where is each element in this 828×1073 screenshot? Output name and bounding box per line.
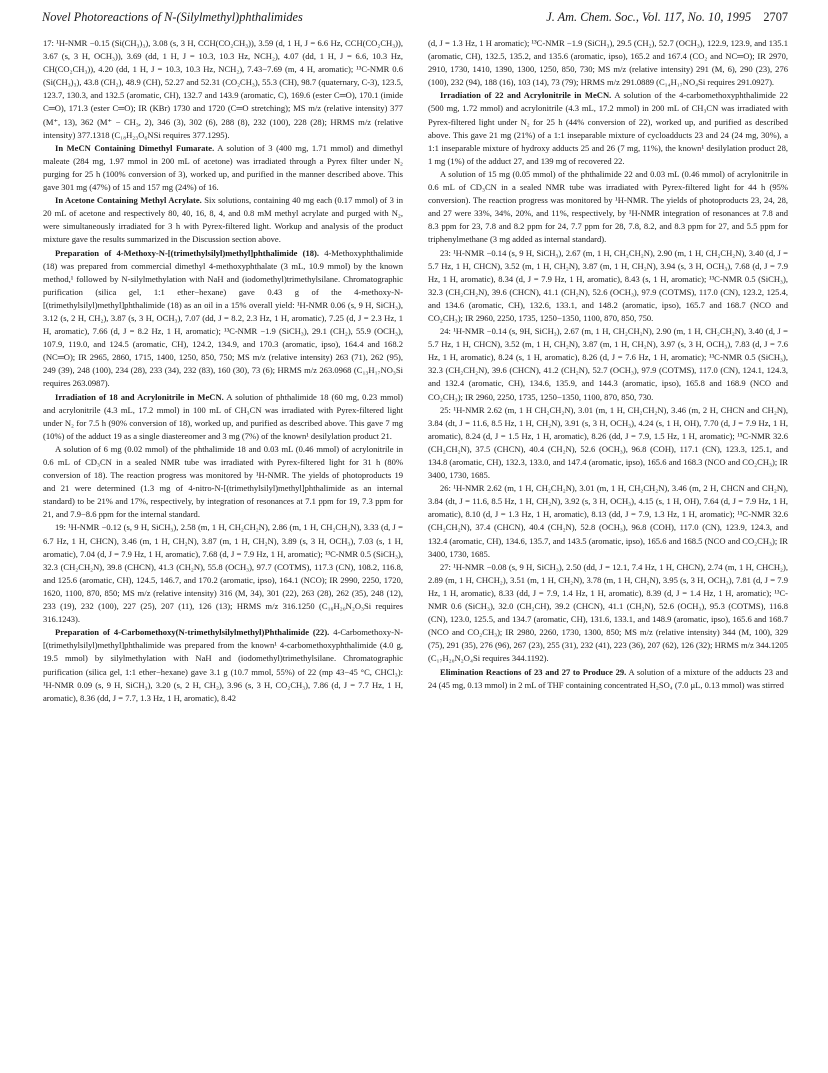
paragraph-heading: Irradiation of 22 and Acrylonitrile in MeCN. [440, 90, 612, 101]
paragraph: 23: ¹H-NMR −0.14 (s, 9 H, SiCH₃), 2.67 (m, 1 H, CH₂CH₂N), 2.90 (m, 1 H, CH₂CH₂N), 3.40 (d, J = 5.7 Hz, 1 H, CHCN), 3.52 (m, 1 H, CH₂N), 3.87 (m, 1 H, CH₂N), 3.94 (s, 3 H, OCH₃), 7.68 (d, J = 7.9 Hz, 1 H, aromatic), 8.34 (d, J = 7.9 Hz, 1 H, aromatic), 8.43 (s, 1 H, aromatic); ¹³C-NMR 0.5 (SiCH₃), 32.3 (CH₂CH₂N), 39.6 (CHCN), 41.1 (CH₂N), 52.6 (OCH₃), 97.9 (COTMS), 117.0 (CN), 123.2, 125.4, and 134.6 (aromatic, CH), 132.6, 133.1, and 148.2 (aromatic, ipso), 165.7 and 168.7 (NCO and CO₂CH₃); IR 2960, 2250, 1735, 1250−1350, 1100, 870, 850, 750. [428, 247, 788, 323]
page-number: 2707 [763, 10, 788, 24]
paragraph-heading: In Acetone Containing Methyl Acrylate. [55, 195, 202, 206]
running-title: Novel Photoreactions of N-(Silylmethyl)phthalimides [42, 10, 303, 24]
paragraph-heading: Preparation of 4-Methoxy-N-[(trimethylsilyl)methyl]phthalimide (18). [55, 247, 319, 258]
left-column [43, 37, 403, 1067]
paragraph: (d, J = 1.3 Hz, 1 H aromatic); ¹³C-NMR −1.9 (SiCH₃), 29.5 (CH₂), 52.7 (OCH₃), 122.9, 123.9, and 135.1 (aromatic, CH), 132.5, 135.2, and 135.6 (aromatic, ipso), 165.2 and 167.4 (CO₂ and NC═O); IR 2970, 2910, 1730, 1410, 1390, 1300, 1250, 850, 730; MS m/z (relative intensity) 291 (M, 6), 290 (23), 276 (100), 232 (94), 188 (16), 103 (14), 73 (79); HRMS m/z 291.0889 (C₁₄H₁₇NO₄Si requires 291.0927). [428, 38, 788, 88]
right-column [428, 37, 788, 1067]
paragraph: 19: ¹H-NMR −0.12 (s, 9 H, SiCH₃), 2.58 (m, 1 H, CH₂CH₂N), 2.86 (m, 1 H, CH₂CH₂N), 3.33 (d, J = 6.7 Hz, 1 H, CHCN), 3.46 (m, 1 H, CH₂N), 3.87 (m, 1 H, CH₂N), 3.89 (s, 3 H, OCH₃), 7.03 (s, 1 H, aromatic), 7.04 (d, J = 7.9 Hz, 1 H, aromatic), 7.68 (d, J = 7.9 Hz, 1 H, aromatic); ¹³C-NMR 0.5 (SiCH₃), 32.3 (CH₂CH₂N), 39.8 (CHCN), 41.3 (CH₂N), 55.8 (OCH₃), 97.7 (COTMS), 117.3 (CN), 108.2, 116.8, and 125.6 (aromatic, CH), 124.5, 146.7, and 170.2 (aromatic, ipso), 164.1 (NCO); IR 2990, 2250, 1720, 1620, 1100, 870, 850; MS m/z (relative intensity) 316 (M, 34), 301 (22), 263 (28), 262 (35), 248 (12), 233 (19), 232 (100), 227 (25), 207 (11), 126 (13); HRMS m/z 316.1250 (C₁₆H₂₀N₂O₃Si requires 316.1243). [43, 522, 403, 625]
paragraph: Preparation of 4-Carbomethoxy(N-trimethylsilylmethyl)Phthalimide (22). 4-Carbomethoxy-N-[(trimethylsilyl)methyl]phthalimide was prepared from the known¹ 4-carbomethoxyphthalimide (4.0 g, 19.5 mmol) by silylmethylation with NaH and (iodomethyl)trimethylsilane. Chromatographic purification (silica gel, 1:1 ether−hexane) gave 3.1 g (10.7 mmol, 55%) of 22 (mp 43−45 °C, CHCl₃): ¹H-NMR 0.09 (s, 9 H, SiCH₃), 3.20 (s, 2 H, CH₂), 3.96 (s, 3 H, CO₂CH₃), 7.86 (d, J = 7.7 Hz, 1 H, aromatic), 8.36 (dd, J = 7.7, 1.3 Hz, 1 H, aromatic), 8.42 [43, 627, 403, 703]
running-header [42, 10, 788, 30]
paragraph: Irradiation of 22 and Acrylonitrile in MeCN. A solution of the 4-carbomethoxyphthalimide 22 (500 mg, 1.72 mmol) and acrylonitrile (4.3 mL, 17.2 mmol) in 200 mL of CH₃CN was irradiated with Pyrex-filtered light under N₂ for 25 h (44% conversion of 22), worked up, and purified as described above. This gave 21 mg (21%) of a 1:1 inseparable mixture of cycloadducts 23 and 24 (24 mg, 30%), a 1:1 inseparable mixture of hydroxy adducts 25 and 26 (7 mg, 11%), the known¹ desilylation product 28, 1 mg (1%) of the adduct 27, and 139 mg of recovered 22. [428, 90, 788, 166]
paragraph: 17: ¹H-NMR −0.15 (Si(CH₃)₃), 3.08 (s, 3 H, CCH(CO₂CH₃)), 3.59 (d, 1 H, J = 6.6 Hz, CCH(CO₂CH₃)), 3.67 (s, 3 H, OCH₃)), 3.69 (dd, 1 H, J = 10.3, 10.3 Hz, NCH₂), 4.07 (dd, 1 H, J = 6.6, 10.3 Hz, CH(CO₂CH₃)), 4.20 (dd, 1 H, J = 10.3, 10.3 Hz, NCH₂), 7.43−7.69 (m, 4 H, aromatic); ¹³C-NMR 0.6 (Si(CH₃)₃), 43.8 (CH₂), 48.9 (CH), 52.27 and 52.31 (CO₂CH₃), 55.3 (CH), 98.7 (quaternary, C-3), 123.5, 123.7, 130.3, and 132.5 (aromatic, CH), 132.7 and 143.9 (aromatic, C), 169.6 (ester C═O), 170.1 (imide C═O), 171.3 (ester C═O); IR (KBr) 1730 and 1720 (C═O stretching); MS m/z (relative intensity) 377 (M⁺, 13), 362 (M⁺ − CH₃, 2), 346 (3), 302 (6), 288 (8), 232 (100), 228 (28); HRMS m/z (relative intensity) 377.1318 (C₁₈H₂₃O₆NSi requires 377.1295). [43, 38, 403, 140]
paragraph-heading: Elimination Reactions of 23 and 27 to Produce 29. [440, 666, 627, 677]
paragraph: 26: ¹H-NMR 2.62 (m, 1 H, CH₂CH₂N), 3.01 (m, 1 H, CH₂CH₂N), 3.46 (m, 2 H, CHCN and CH₂N), 3.84 (dt, J = 11.6, 8.5 Hz, 1 H, CH₂N), 3.92 (s, 3 H, OCH₃), 4.15 (s, 1 H, OH), 7.64 (d, J = 7.9 Hz, 1 H, aromatic), 8.10 (d, J = 1.3 Hz, 1 H, aromatic), 8.13 (dd, J = 7.9, 1.3 Hz, 1 H, aromatic); ¹³C-NMR 32.6 (CH₂CH₂N), 37.4 (CHCN), 40.4 (CH₂N), 52.8 (OCH₃), 96.8 (COH), 117.0 (CN), 123.9, 124.3, and 132.4 (aromatic, CH), 134.6, 135.7, and 143.5 (aromatic, ipso), 165.6 and 168.5 (NCO and CO₂CH₃); IR 3400, 1730, 1685. [428, 483, 788, 559]
paragraph-heading: Irradiation of 18 and Acrylonitrile in MeCN. [55, 391, 224, 402]
paragraph: A solution of 6 mg (0.02 mmol) of the phthalimide 18 and 0.03 mL (0.46 mmol) of acrylonitrile in 0.6 mL of CD₃CN in a sealed NMR tube was irradiated with Pyrex-filtered light for 31 h (80% conversion of 18). The reaction progress was monitored by ¹H-NMR. The yields of photoproducts 19 and 21 were determined (1.3 mg of 4-nitro-N-[(trimethylsilyl)methyl]phthalimide as an internal standard) to be 21% and 17%, respectively, by integration of resonances at 7.1 ppm for 19, 7.3 ppm for 21, and 7.9−8.6 ppm for the internal standard. [43, 443, 403, 520]
paragraph: 25: ¹H-NMR 2.62 (m, 1 H CH₂CH₂N), 3.01 (m, 1 H, CH₂CH₂N), 3.46 (m, 2 H, CHCN and CH₂N), 3.84 (dt, J = 11.6, 8.5 Hz, 1 H, CH₂N), 3.91 (s, 3 H, OCH₃), 4.24 (s, 1 H, OH), 7.70 (d, J = 7.9 Hz, 1 H, aromatic), 8.24 (d, J = 1.5 Hz, 1 H, aromatic), 8.26 (dd, J = 7.9, 1.5 Hz, 1 H, aromatic); ¹³C-NMR 32.6 (CH₂CH₂N), 37.5 (CHCN), 40.4 (CH₂N), 52.6 (OCH₃), 96.8 (COH), 117.1 (CN), 123.3, 125.1, and 134.8 (aromatic, CH), 132.3, 133.0, and 147.4 (aromatic, ipso), 165.6 and 168.3 (NCO and CO₂CH₃); IR 3400, 1730, 1685. [428, 404, 788, 481]
paragraph: In MeCN Containing Dimethyl Fumarate. A solution of 3 (400 mg, 1.71 mmol) and dimethyl maleate (284 mg, 1.97 mmol in 200 mL of acetone) was irradiated through a Pyrex filter under N₂ purging for 25 h (100% conversion of 3), worked up, and purified in the manner described above. This gave 301 mg (47%) of 15 and 157 mg (24%) of 16. [43, 142, 403, 193]
paragraph: 27: ¹H-NMR −0.08 (s, 9 H, SiCH₃), 2.50 (dd, J = 12.1, 7.4 Hz, 1 H, CHCN), 2.74 (m, 1 H, CHCH₂), 2.89 (m, 1 H, CHCH₂), 3.51 (m, 1 H, CH₂N), 3.78 (m, 1 H, CH₂N), 3.95 (s, 3 H, OCH₃), 7.81 (d, J = 7.9 Hz, 1 H, aromatic), 8.33 (dd, J = 7.9, 1.4 Hz, 1 H, aromatic), 8.39 (d, J = 1.4 Hz, 1 H, aromatic); ¹³C-NMR 0.6 (SiCH₃), 32.0 (CH₂CH), 39.2 (CHCN), 41.1 (CH₂N), 52.6 (OCH₃), 95.3 (COTMS), 116.8 (CN), 123.0, 125.5, and 134.7 (aromatic, CH), 131.6, 133.1, and 148.9 (aromatic, ipso), 165.6 and 168.7 (NCO and CO₂CH₃); IR 2980, 2260, 1730, 1300, 850; MS m/z (relative intensity) 344 (M, 100), 329 (75), 291 (35), 276 (96), 267 (23), 255 (31), 232 (41), 223 (36), 207 (62), 126 (32); HRMS m/z 344.1205 (C₁₇H₂₀N₂O₄Si requires 344.1192). [428, 561, 788, 664]
paragraph: Preparation of 4-Methoxy-N-[(trimethylsilyl)methyl]phthalimide (18). 4-Methoxyphthalimide (18) was prepared from commercial dimethyl 4-methoxyphthalate (3 mL, 10.9 mmol) by the known method,¹ followed by N-silylmethylation with NaH and (iodomethyl)trimethylsilane. Chromatographic purification (silica gel, 1:1 ether−hexane) gave 0.43 g of the 4-methoxy-N-[(trimethylsilyl)methyl]phthalimide (18) as an oil in a 15% overall yield: ¹H-NMR 0.06 (s, 9 H, SiCH₃), 3.12 (s, 2 H, CH₂), 3.87 (s, 3 H, OCH₃), 7.07 (dd, J = 8.2, 2.3 Hz, 1 H, aromatic), 7.25 (d, J = 2.3 Hz, 1 H, aromatic), 7.66 (d, J = 8.2 Hz, 1 H, aromatic); ¹³C-NMR −1.9 (SiCH₃), 29.1 (CH₂), 55.9 (OCH₃), 107.9, 119.0, and 124.5 (aromatic, CH), 124.2, 134.9, and 170.3 (aromatic, ipso), 164.4 and 168.2 (NC═O); IR 2965, 2860, 1715, 1400, 1250, 850, 750; MS m/z (relative intensity) 263 (71), 262 (95), 249 (39), 248 (100), 234 (28), 233 (34), 232 (83), 160 (30), 73 (6); HRMS m/z 263.0968 (C₁₃H₁₇NO₃Si requires 263.0987). [43, 247, 403, 389]
paragraph-heading: Preparation of 4-Carbomethoxy(N-trimethylsilylmethyl)Phthalimide (22). [55, 627, 330, 638]
paragraph: Irradiation of 18 and Acrylonitrile in MeCN. A solution of phthalimide 18 (60 mg, 0.23 mmol) and acrylonitrile (4.3 mL, 17.2 mmol) in 100 mL of CH₃CN was irradiated with Pyrex-filtered light under N₂ for 7.5 h (90% conversion of 18), worked up, and purified as described above. This gave 7 mg (10%) of the adduct 19 as a single diastereomer and 3 mg (7%) of the known¹ desilylation product 21. [43, 391, 403, 441]
journal-citation [546, 10, 788, 25]
paragraph: In Acetone Containing Methyl Acrylate. Six solutions, containing 40 mg each (0.17 mmol) of 3 in 20 mL of acetone and respectively 80, 40, 16, 8, 4, and 0.8 mM methyl acrylate and purged with N₂, were simultaneously irradiated for 3 h with Pyrex-filtered light. Workup and analysis of the product mixture gave the results summarized in the Discussion section above. [43, 195, 403, 245]
paragraph: Elimination Reactions of 23 and 27 to Produce 29. A solution of a mixture of the adducts 23 and 24 (45 mg, 0.13 mmol) in 2 mL of THF containing concentrated H₂SO₄ (7.0 μL, 0.13 mmol) was stirred [428, 666, 788, 690]
paragraph-heading: In MeCN Containing Dimethyl Fumarate. [55, 142, 215, 153]
paragraph: 24: ¹H-NMR −0.14 (s, 9H, SiCH₃), 2.67 (m, 1 H, CH₂CH₂N), 2.90 (m, 1 H, CH₂CH₂N), 3.40 (d, J = 5.7 Hz, 1 H, CHCN), 3.52 (m, 1 H, CH₂N), 3.87 (m, 1 H, CH₂N), 3.97 (s, 3 H, OCH₃), 7.83 (d, J = 7.6 Hz, 1 H, aromatic), 8.24 (s, 1 H, aromatic), 8.26 (d, J = 7.6 Hz, 1 H, aromatic); ¹³C-NMR 0.5 (SiCH₃), 32.3 (CH₂CH₂N), 39.6 (CHCN), 41.2 (CH₂N), 52.7 (OCH₃), 97.9 (COTMS), 117.0 (CN), 124.1, 124.3, and 132.4 (aromatic, CH), 134.6, 135.9, and 144.3 (aromatic, ipso), 165.8 and 168.9 (NCO and CO₂CH₃); IR 2960, 2250, 1735, 1250−1350, 1100, 870, 850, 730. [428, 326, 788, 402]
journal-ref: J. Am. Chem. Soc., Vol. 117, No. 10, 1995 [546, 10, 752, 24]
paragraph: A solution of 15 mg (0.05 mmol) of the phthalimide 22 and 0.03 mL (0.46 mmol) of acrylonitrile in 0.6 mL of CD₃CN in a sealed NMR tube was irradiated with Pyrex-filtered light for 44 h (95% conversion). The reaction progress was monitored by ¹H-NMR. The yields of photoproducts 23, 24, 28, and 27 were 33%, 34%, 20%, and 11%, respectively, by ¹H-NMR integration of resonances at 7.8 and 8.3 ppm for 23, 7.8 and 8.2 ppm for 24, 7.7 ppm for 28, 7.8, 8.2, and 8.3 ppm for 27, and 5.5 ppm for triphenylmethane (3 mg added as internal standard). [428, 168, 788, 245]
